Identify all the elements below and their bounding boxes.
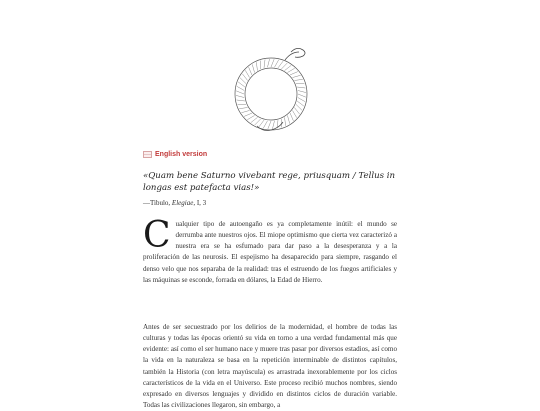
paragraph-1-text: ualquier tipo de autoengaño es ya completamente inútil: el mundo se derrumba ante nuestros ojos. El miope optimismo que cierta vez caracterizó a nuestra era se ha esfumado para dar paso a la desesperanza y a la proliferación de las neurosis. El espejismo ha desaparecido para siempre, rasgando el denso velo que nos separaba de la realidad: tras el estruendo de los fuegos artificiales y las máquinas se esconde, forrada en dólares, la Edad de Hierro. [143, 220, 397, 284]
ouroboros-emblem-icon [227, 42, 315, 138]
epigraph-quote: «Quam bene Saturno vivebant rege, priusquam / Tellus in longas est patefacta vias!» [143, 170, 405, 194]
citation-reference: , I, 3 [193, 199, 206, 207]
english-version-label: English version [155, 151, 207, 158]
citation-work: Elegiae [172, 199, 193, 207]
drop-cap: C [143, 221, 171, 251]
citation-author: —Tibulo, [143, 199, 170, 207]
body-paragraph-1 [143, 219, 397, 286]
body-paragraph-2: Antes de ser secuestrado por los delirios de la modernidad, el hombre de todas las culturas y todas las épocas orientó su vida en torno a una verdad fundamental más que evidente: así como el ser humano nace y muere tras pasar por diversos estadios, así como la vida en la naturaleza se basa en la repetición interminable de distintos capítulos, también la Historia (con letra mayúscula) es arrastrada inexorablemente por los ciclos característicos de la vida en el Universo. Este proceso recibió muchos nombres, siendo expresado en diversos lenguajes y dividido en distintos ciclos de duración variable. Todas las civilizaciones llegaron, sin embargo, a [143, 322, 397, 411]
english-version-link[interactable] [143, 151, 207, 158]
flag-icon [143, 151, 152, 158]
epigraph-citation [143, 199, 405, 207]
